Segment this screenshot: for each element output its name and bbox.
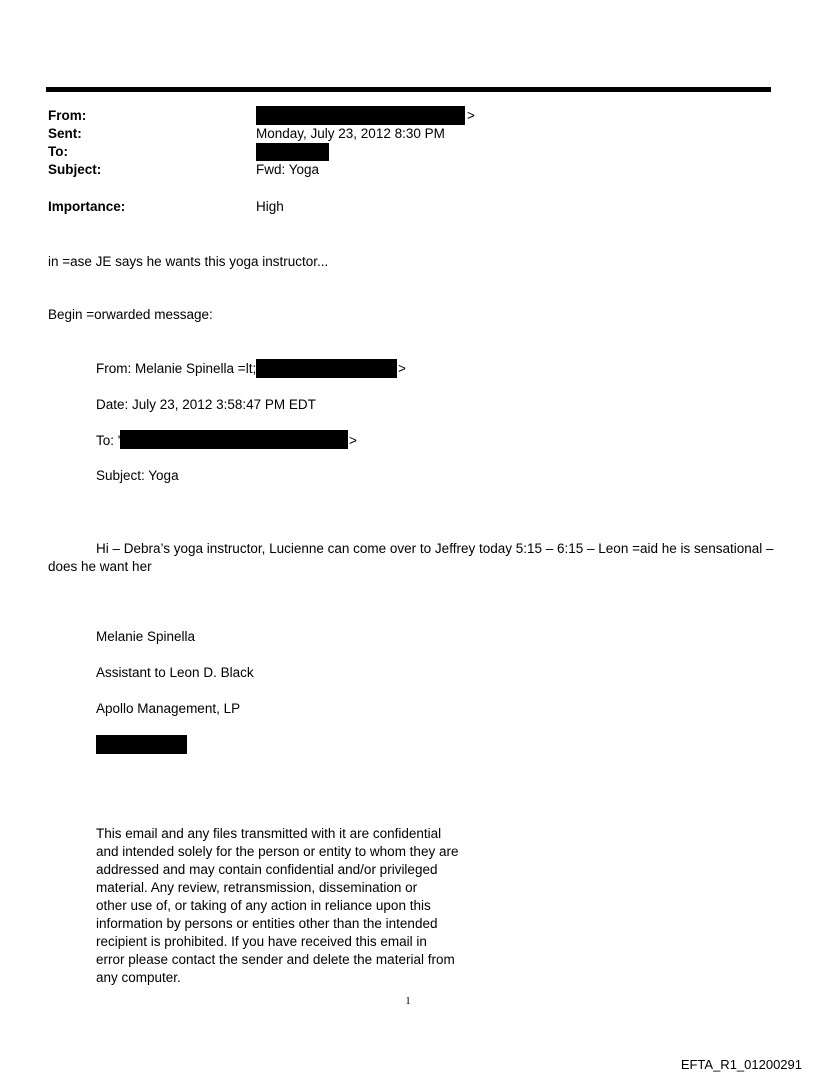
disclaimer-line: addressed and may contain confidential and/or privileged: [96, 862, 438, 877]
importance-value: High: [256, 199, 284, 214]
signature-title: Assistant to Leon D. Black: [96, 665, 254, 680]
sent-value: Monday, July 23, 2012 8:30 PM: [256, 126, 445, 141]
document-id: EFTA_R1_01200291: [680, 1057, 802, 1072]
fwd-to-redaction: [120, 430, 348, 449]
fwd-subject: Subject: Yoga: [96, 468, 179, 483]
fwd-from-suffix: >: [398, 361, 406, 376]
disclaimer-line: error please contact the sender and delete the material from: [96, 952, 455, 967]
to-label: To:: [48, 144, 68, 159]
subject-label: Subject:: [48, 162, 102, 177]
disclaimer-line: and intended solely for the person or entity to whom they are: [96, 844, 459, 859]
begin-forwarded: Begin =orwarded message:: [48, 307, 213, 322]
disclaimer-line: information by persons or entities other than the intended: [96, 916, 438, 931]
disclaimer-line: any computer.: [96, 970, 181, 985]
from-suffix: >: [467, 108, 475, 123]
fwd-from-redaction: [256, 359, 397, 378]
importance-label: Importance:: [48, 199, 126, 214]
confidentiality-disclaimer: [96, 825, 476, 987]
signature-redaction: [96, 735, 187, 754]
subject-value: Fwd: Yoga: [256, 162, 320, 177]
disclaimer-line: recipient is prohibited. If you have received this email in: [96, 934, 427, 949]
fwd-to-suffix: >: [349, 433, 357, 448]
disclaimer-line: other use of, or taking of any action in reliance upon this: [96, 898, 431, 913]
signature-name: Melanie Spinella: [96, 629, 196, 644]
to-redaction: [256, 143, 329, 161]
page-number: 1: [405, 995, 411, 1007]
sent-label: Sent:: [48, 126, 82, 141]
intro-text: in =ase JE says he wants this yoga instructor...: [48, 254, 329, 269]
disclaimer-line: material. Any review, retransmission, dissemination or: [96, 880, 418, 895]
message-paragraph: [48, 540, 778, 576]
message-line-2: does he want her: [48, 559, 152, 574]
message-line-1: Hi – Debra’s yoga instructor, Lucienne can come over to Jeffrey today 5:15 – 6:15 – Leon =aid he is sensational –: [96, 541, 774, 556]
fwd-from: From: Melanie Spinella =lt;: [96, 361, 257, 376]
from-redaction: [256, 106, 465, 125]
signature-company: Apollo Management, LP: [96, 701, 241, 716]
fwd-to: To: ': [96, 433, 121, 448]
from-label: From:: [48, 108, 87, 123]
fwd-date: Date: July 23, 2012 3:58:47 PM EDT: [96, 397, 316, 412]
disclaimer-line: This email and any files transmitted with it are confidential: [96, 826, 442, 841]
header-rule: [46, 87, 771, 92]
